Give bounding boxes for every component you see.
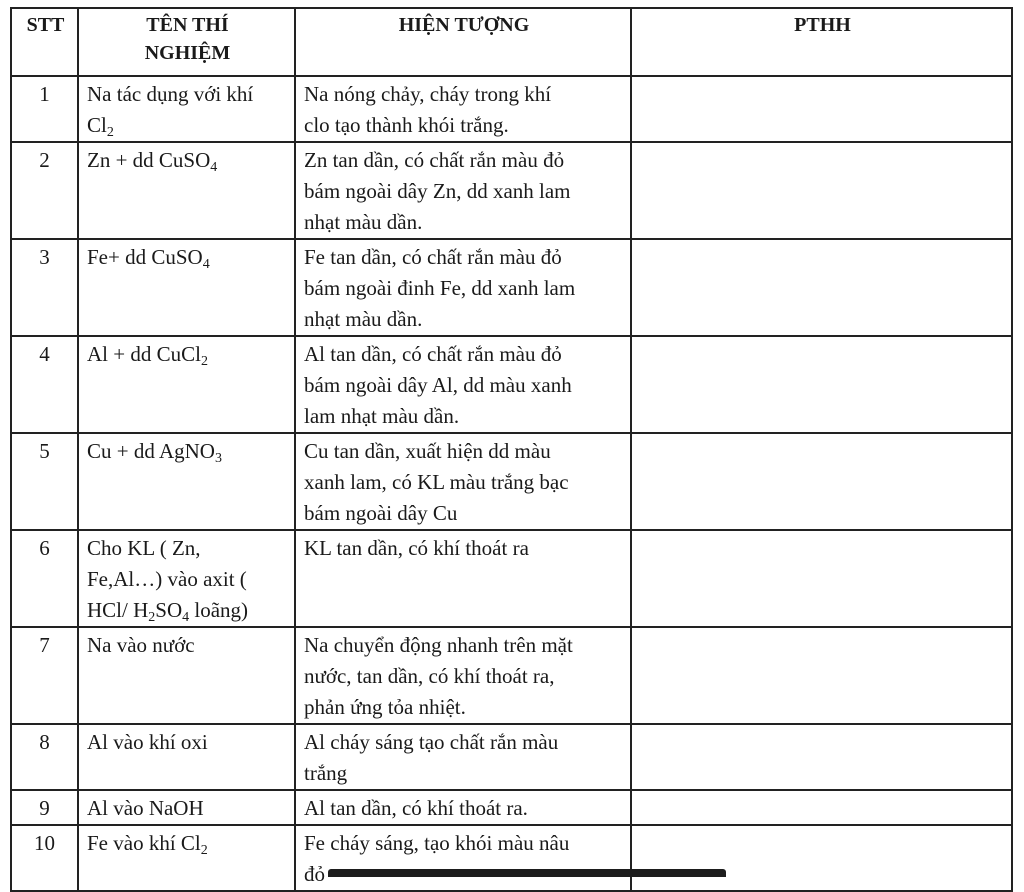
- cell-phenomenon: [295, 142, 631, 239]
- subscript: 4: [210, 160, 218, 175]
- cell-stt: 3: [11, 239, 78, 336]
- cell-equation: [631, 724, 1012, 790]
- cell-phenomenon: [295, 76, 631, 142]
- cell-experiment-name: [78, 433, 295, 530]
- cell-experiment-name: [78, 825, 295, 891]
- cell-line: Al vào khí oxi: [87, 730, 208, 754]
- cell-stt: 8: [11, 724, 78, 790]
- table-row: [11, 530, 1012, 627]
- text-segment: loãng): [189, 598, 249, 622]
- cell-phenomenon: [295, 336, 631, 433]
- cell-equation: [631, 825, 1012, 891]
- cell-equation: [631, 142, 1012, 239]
- cell-line: Na tác dụng với khí: [87, 82, 254, 106]
- header-experiment-name: [78, 8, 295, 76]
- cell-phenomenon: [295, 627, 631, 724]
- subscript: 3: [214, 451, 222, 466]
- table-body: [11, 76, 1012, 891]
- cell-line: Al cháy sáng tạo chất rắn màu: [304, 730, 559, 754]
- subscript: 2: [200, 843, 208, 858]
- cell-stt: 2: [11, 142, 78, 239]
- cell-line: [87, 436, 288, 467]
- cell-line: đỏ: [304, 862, 325, 886]
- cell-experiment-name: [78, 724, 295, 790]
- cell-phenomenon: [295, 433, 631, 530]
- cell-line: Fe cháy sáng, tạo khói màu nâu: [304, 831, 570, 855]
- header-phenomenon: HIỆN TƯỢNG: [295, 8, 631, 76]
- cell-line: clo tạo thành khói trắng.: [304, 113, 509, 137]
- cell-line: trắng: [304, 761, 348, 785]
- table-row: [11, 142, 1012, 239]
- header-equation: PTHH: [631, 8, 1012, 76]
- subscript: 4: [182, 610, 190, 625]
- table-row: [11, 627, 1012, 724]
- cell-equation: [631, 627, 1012, 724]
- header-stt: STT: [11, 8, 78, 76]
- cell-line: [87, 595, 288, 626]
- cell-stt: 6: [11, 530, 78, 627]
- cell-line: [87, 828, 288, 859]
- cell-equation: [631, 433, 1012, 530]
- table-row: [11, 790, 1012, 825]
- table-header: [11, 8, 1012, 76]
- cell-line: Cu tan dần, xuất hiện dd màu: [304, 439, 551, 463]
- cell-phenomenon: [295, 724, 631, 790]
- text-segment: Al + dd CuCl: [87, 342, 201, 366]
- cell-phenomenon: [295, 530, 631, 627]
- cell-stt: 4: [11, 336, 78, 433]
- cell-equation: [631, 239, 1012, 336]
- cell-line: Al tan dần, có khí thoát ra.: [304, 796, 528, 820]
- cell-experiment-name: [78, 239, 295, 336]
- subscript: 2: [106, 125, 114, 140]
- cell-experiment-name: [78, 336, 295, 433]
- cell-line: Fe tan dần, có chất rắn màu đỏ: [304, 245, 562, 269]
- cell-line: Na nóng chảy, cháy trong khí: [304, 82, 552, 106]
- bottom-scroll-bar: [328, 869, 726, 877]
- cell-stt: 7: [11, 627, 78, 724]
- cell-line: nước, tan dần, có khí thoát ra,: [304, 664, 555, 688]
- cell-experiment-name: [78, 76, 295, 142]
- cell-equation: [631, 790, 1012, 825]
- header-experiment-name-line1: TÊN THÍ: [146, 14, 229, 36]
- text-segment: Cu + dd AgNO: [87, 439, 215, 463]
- subscript: 2: [200, 354, 208, 369]
- cell-stt: 5: [11, 433, 78, 530]
- cell-phenomenon: [295, 825, 631, 891]
- cell-line: [87, 242, 288, 273]
- cell-line: bám ngoài dây Zn, dd xanh lam: [304, 179, 571, 203]
- subscript: 2: [148, 610, 156, 625]
- table-row: [11, 433, 1012, 530]
- cell-line: phản ứng tỏa nhiệt.: [304, 695, 466, 719]
- cell-phenomenon: [295, 239, 631, 336]
- table-row: [11, 724, 1012, 790]
- header-experiment-name-line2: NGHIỆM: [144, 42, 231, 64]
- cell-line: bám ngoài đinh Fe, dd xanh lam: [304, 276, 576, 300]
- subscript: 4: [202, 257, 210, 272]
- cell-line: Al tan dần, có chất rắn màu đỏ: [304, 342, 562, 366]
- cell-line: lam nhạt màu dần.: [304, 404, 460, 428]
- cell-line: Na chuyển động nhanh trên mặt: [304, 633, 573, 657]
- table-row: [11, 336, 1012, 433]
- cell-experiment-name: [78, 627, 295, 724]
- cell-line: Cho KL ( Zn,: [87, 536, 201, 560]
- table-row: [11, 76, 1012, 142]
- text-segment: HCl/ H: [87, 598, 149, 622]
- table-row: [11, 239, 1012, 336]
- cell-line: bám ngoài dây Cu: [304, 501, 458, 525]
- table-row: [11, 825, 1012, 891]
- text-segment: Cl: [87, 113, 107, 137]
- cell-line: [87, 145, 288, 176]
- cell-line: xanh lam, có KL màu trắng bạc: [304, 470, 569, 494]
- cell-equation: [631, 76, 1012, 142]
- cell-stt: 9: [11, 790, 78, 825]
- cell-line: KL tan dần, có khí thoát ra: [304, 536, 529, 560]
- cell-line: [87, 339, 288, 370]
- cell-stt: 1: [11, 76, 78, 142]
- cell-line: nhạt màu dần.: [304, 307, 423, 331]
- text-segment: SO: [155, 598, 183, 622]
- cell-stt: 10: [11, 825, 78, 891]
- cell-line: Al vào NaOH: [87, 796, 204, 820]
- cell-experiment-name: [78, 790, 295, 825]
- text-segment: Zn + dd CuSO: [87, 148, 211, 172]
- cell-line: bám ngoài dây Al, dd màu xanh: [304, 373, 572, 397]
- cell-phenomenon: [295, 790, 631, 825]
- cell-equation: [631, 336, 1012, 433]
- text-segment: Fe vào khí Cl: [87, 831, 201, 855]
- cell-line: Zn tan dần, có chất rắn màu đỏ: [304, 148, 565, 172]
- cell-line: Na vào nước: [87, 633, 195, 657]
- cell-equation: [631, 530, 1012, 627]
- cell-experiment-name: [78, 530, 295, 627]
- experiment-table: [10, 7, 1013, 892]
- text-segment: Fe+ dd CuSO: [87, 245, 203, 269]
- header-row: [11, 8, 1012, 76]
- cell-line: [87, 110, 288, 141]
- cell-line: Fe,Al…) vào axit (: [87, 567, 247, 591]
- cell-line: nhạt màu dần.: [304, 210, 423, 234]
- cell-experiment-name: [78, 142, 295, 239]
